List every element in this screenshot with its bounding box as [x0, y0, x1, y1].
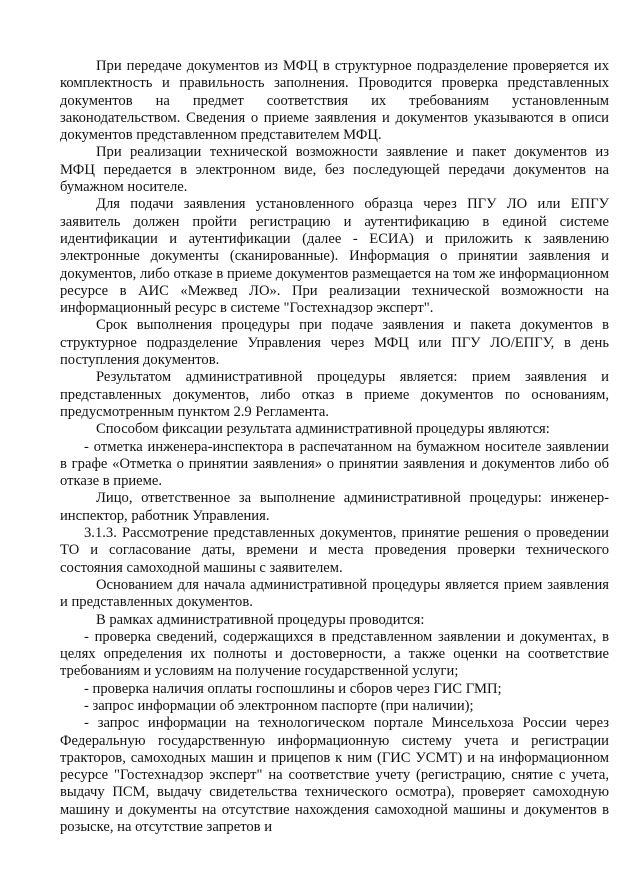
paragraph-fixation-method: Способом фиксации результата административной процедуры являются: — [96, 421, 550, 438]
paragraph-mfc-transfer: При передаче документов из МФЦ в структурное подразделение проверяется их комплектность и правильность заполнения. Проводится проверка представленных документов на предмет соответствия их требованиям установленным законодательством. Сведения о приеме заявления и документов указываются в описи документов представленном представителем МФЦ. — [60, 58, 609, 144]
section-heading-3-1-3: 3.1.3. Рассмотрение представленных документов, принятие решения о проведении ТО и согласование даты, времени и места проведения проверки технического состояния самоходной машины с заявителем. — [60, 525, 609, 576]
list-item-inspector-mark: - отметка инженера-инспектора в распечатанном на бумажном носителе заявлении в графе «Отметка о принятии заявления» о принятии заявления и документов либо об отказе в приеме. — [60, 438, 609, 490]
document-body — [60, 58, 609, 836]
list-item-check-info: - проверка сведений, содержащихся в представленном заявлении и документах, в целях определения их полноты и достоверности, а также оценки на соответствие требованиям и условиям на получение государственной услуги; — [60, 628, 609, 680]
paragraph-procedure-basis: Основанием для начала административной процедуры является прием заявления и представленных документов. — [60, 576, 609, 611]
list-item-portal-request: - запрос информации на технологическом портале Минсельхоза России через Федеральную государственную информационную систему учета и регистрации тракторов, самоходных машин и прицепов к ним (ГИС УСМТ) и на информационном ресурсе "Гостехнадзор эксперт" на соответствие учету (регистрацию, снятие с учета, выдачу ПСМ, выдачу свидетельства технического осмотра), проверяет самоходную машину и документы на отсутствие нахождения самоходной машины и документов в розыске, на отсутствие запретов и — [60, 715, 609, 836]
paragraph-procedure-result: Результатом административной процедуры является: прием заявления и представленных документов, либо отказ в приеме документов по основаниям, предусмотренным пунктом 2.9 Регламента. — [60, 369, 609, 420]
paragraph-responsible-person: Лицо, ответственное за выполнение административной процедуры: инженер-инспектор, работник Управления. — [60, 490, 609, 524]
list-item-check-payment: - проверка наличия оплаты госпошлины и сборов через ГИС ГМП; — [84, 680, 502, 697]
list-item-electronic-passport: - запрос информации об электронном паспорте (при наличии); — [84, 697, 474, 714]
paragraph-procedure-scope: В рамках административной процедуры проводится: — [96, 611, 425, 628]
paragraph-procedure-term: Срок выполнения процедуры при подаче заявления и пакета документов в структурное подразделение Управления через МФЦ или ПГУ ЛО/ЕПГУ, в день поступления документов. — [60, 317, 609, 369]
paragraph-online-submission: Для подачи заявления установленного образца через ПГУ ЛО или ЕПГУ заявитель должен пройти регистрацию и аутентификацию в единой системе идентификации и аутентификации (далее - ЕСИА) и приложить к заявлению электронные документы (сканированные). Информация о принятии заявления и документов, либо отказе в приеме документов размещается на том же информационном ресурсе в АИС «Межвед ЛО». При реализации технической возможности на информационный ресурс в системе "Гостехнадзор эксперт". — [60, 196, 609, 317]
paragraph-electronic-transfer: При реализации технической возможности заявление и пакет документов из МФЦ передается в электронном виде, без последующей передачи документов на бумажном носителе. — [60, 144, 609, 196]
